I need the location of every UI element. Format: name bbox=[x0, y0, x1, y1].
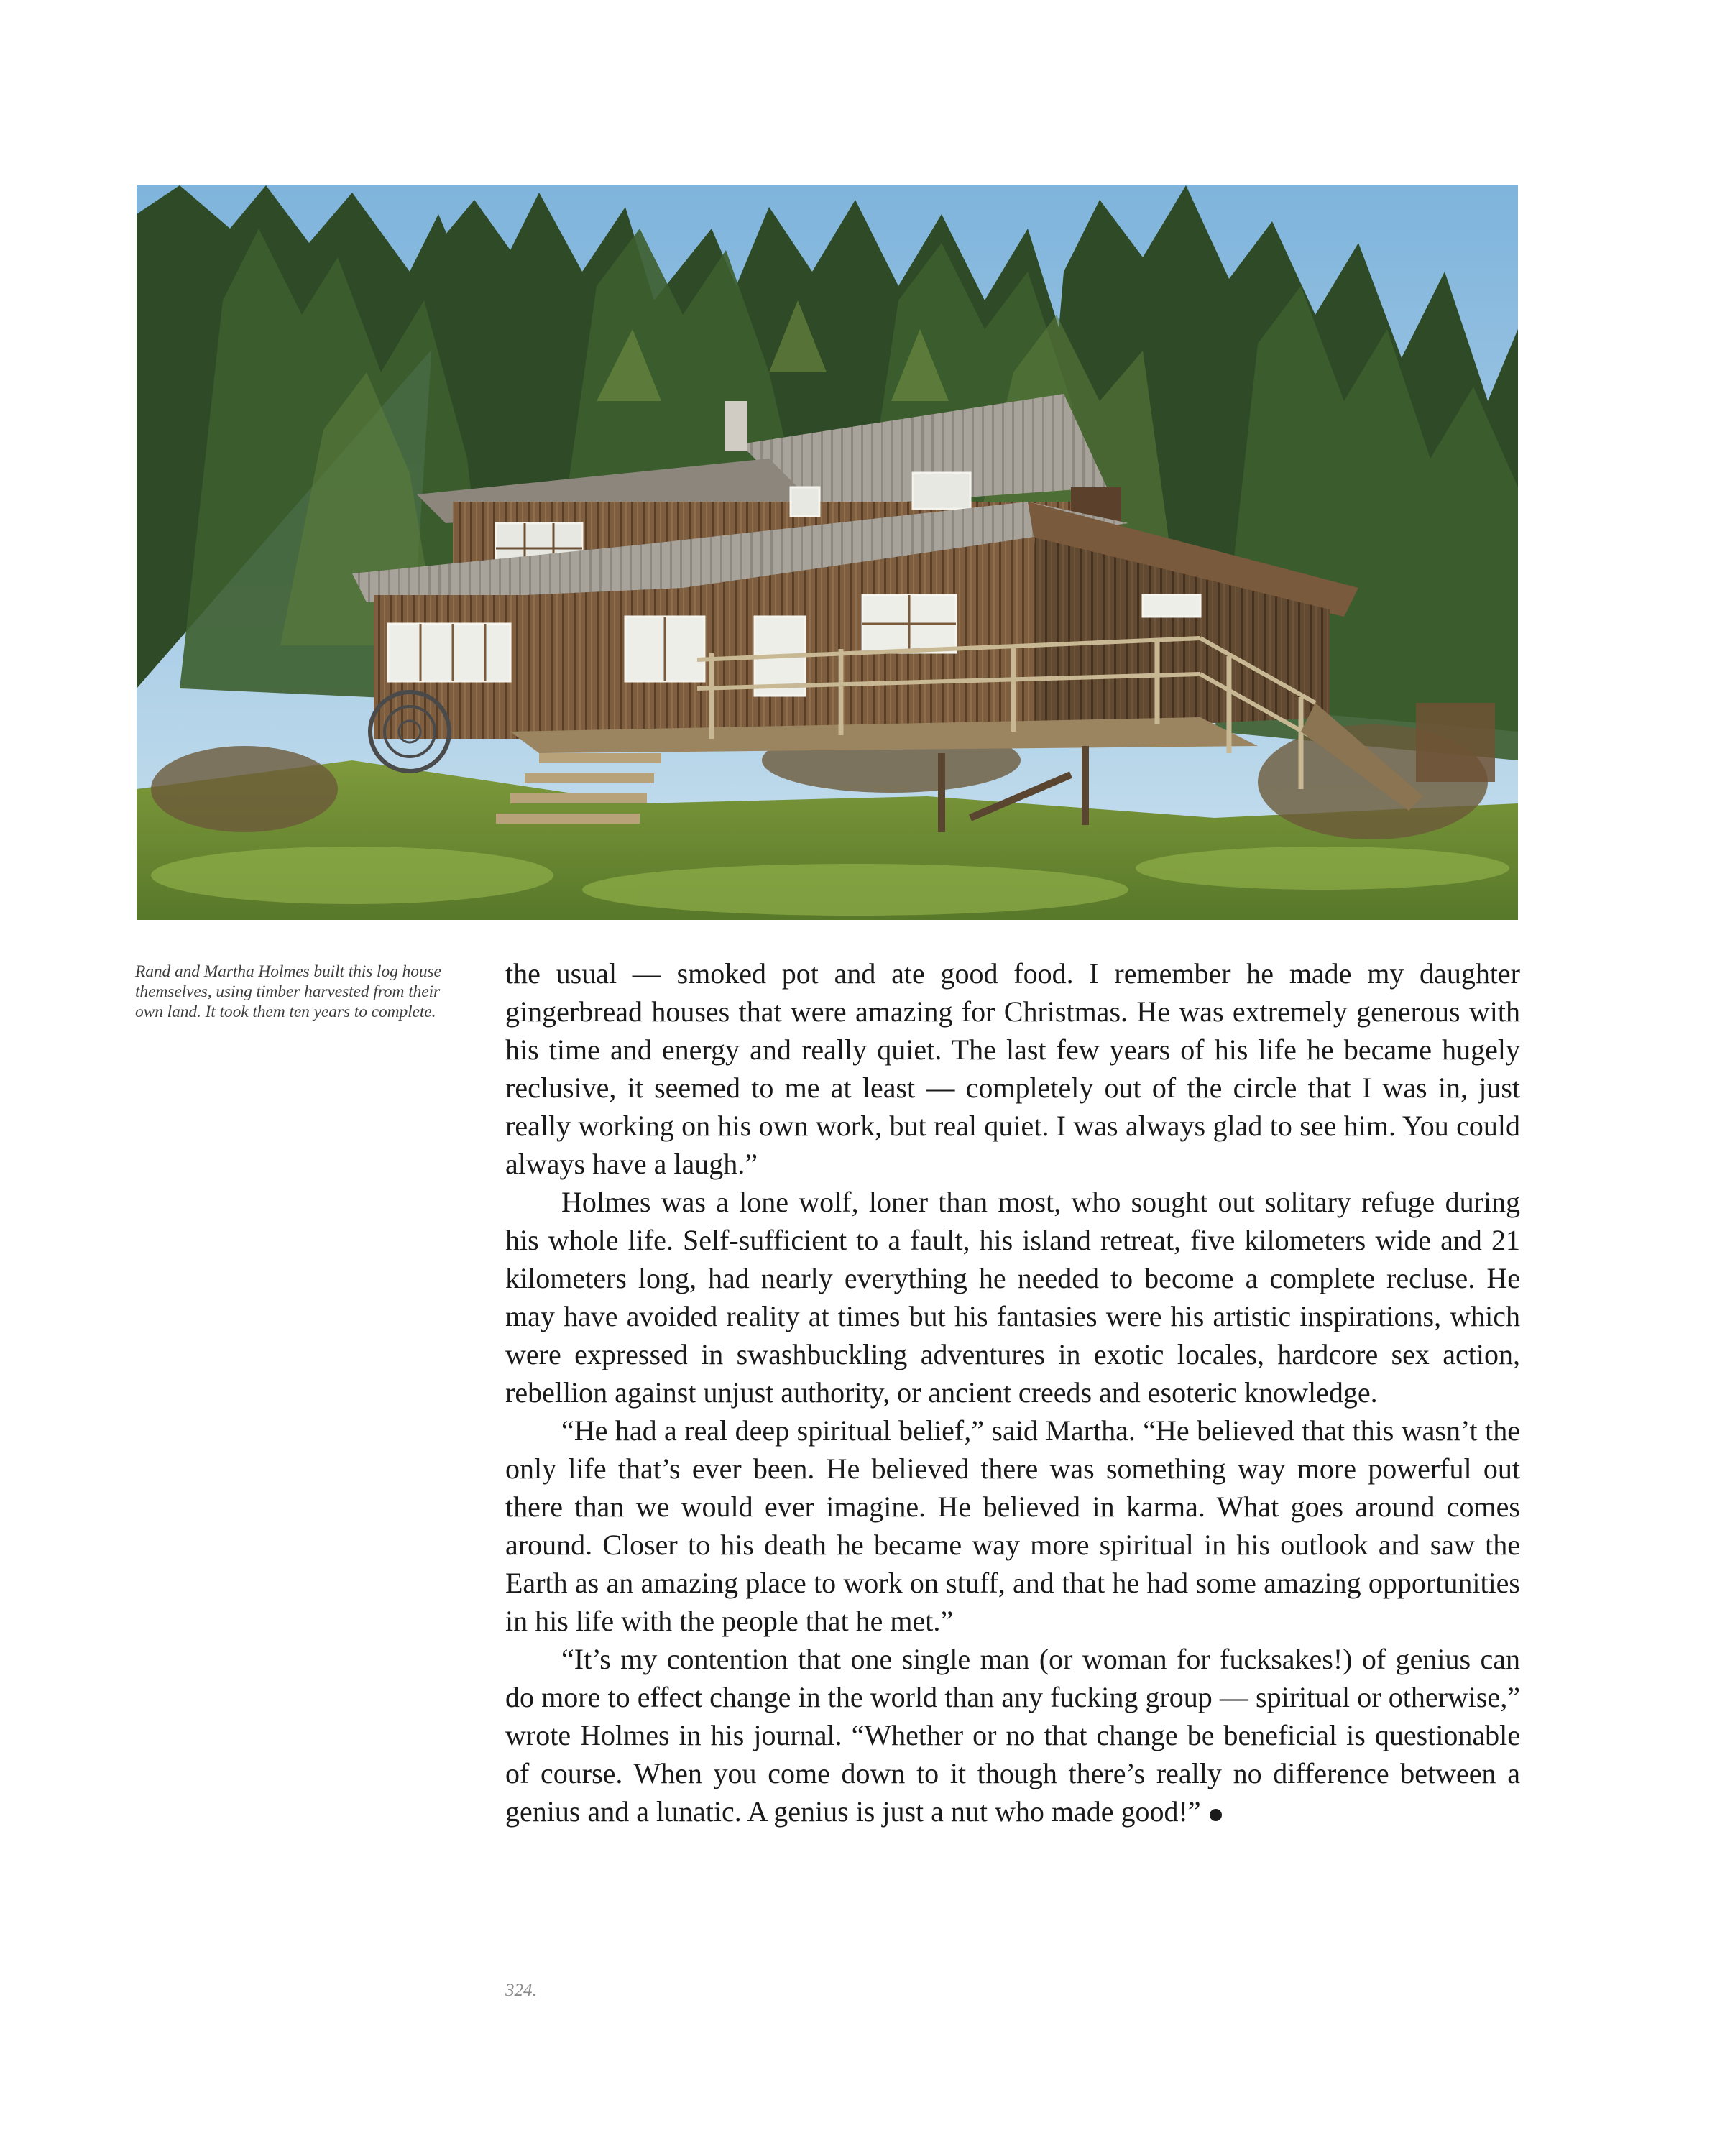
end-of-article-bullet-icon bbox=[1210, 1809, 1222, 1821]
paragraph-1: the usual — smoked pot and ate good food. I remember he made my daughter gingerbread houses that were amazing for Christmas. He was extremely generous with his time and energy and really quiet. The last few years of his life he became hugely reclusive, it seemed to me at least — completely out of the circle that I was in, just really working on his own work, but real quiet. I was always glad to see him. You could always have a laugh.” bbox=[505, 957, 1520, 1180]
photo-caption: Rand and Martha Holmes built this log house themselves, using timber harvested from their own land. It took them ten years to complete. bbox=[135, 962, 441, 1021]
paragraph-4 bbox=[505, 1640, 1520, 1830]
paragraph-3: “He had a real deep spiritual belief,” said Martha. “He believed that this wasn’t the only life that’s ever been. He believed there was something way more powerful out there than we would ever imagine. He believed in karma. What goes around comes around. Closer to his death he became way more spiritual in his outlook and saw the Earth as an amazing place to work on stuff, and that he had some amazing opportunities in his life with the people that he met.” bbox=[505, 1414, 1520, 1637]
article-body bbox=[505, 954, 1520, 1830]
paragraph-2: Holmes was a lone wolf, loner than most, who sought out solitary refuge during his whole life. Self-sufficient to a fault, his island retreat, five kilometers wide and 21 kilometers long, had nearly everything he needed to become a complete recluse. He may have avoided reality at times but his fantasies were his artistic inspirations, which were expressed in swashbuckling adventures in exotic locales, hardcore sex action, rebellion against unjust authority, or ancient creeds and esoteric knowledge. bbox=[505, 1186, 1520, 1409]
paragraph-4-text: “It’s my contention that one single man (or woman for fucksakes!) of genius can do more to effect change in the world than any fucking group — spiritual or otherwise,” wrote Holmes in his journal. “Whether or no that change be beneficial is questionable of course. When you come down to it though there’s really no difference between a genius and a lunatic. A genius is just a nut who made good!” bbox=[505, 1643, 1520, 1828]
log-house-illustration bbox=[137, 185, 1518, 920]
log-house-photo bbox=[137, 185, 1518, 920]
page-number: 324. bbox=[505, 1981, 537, 2000]
